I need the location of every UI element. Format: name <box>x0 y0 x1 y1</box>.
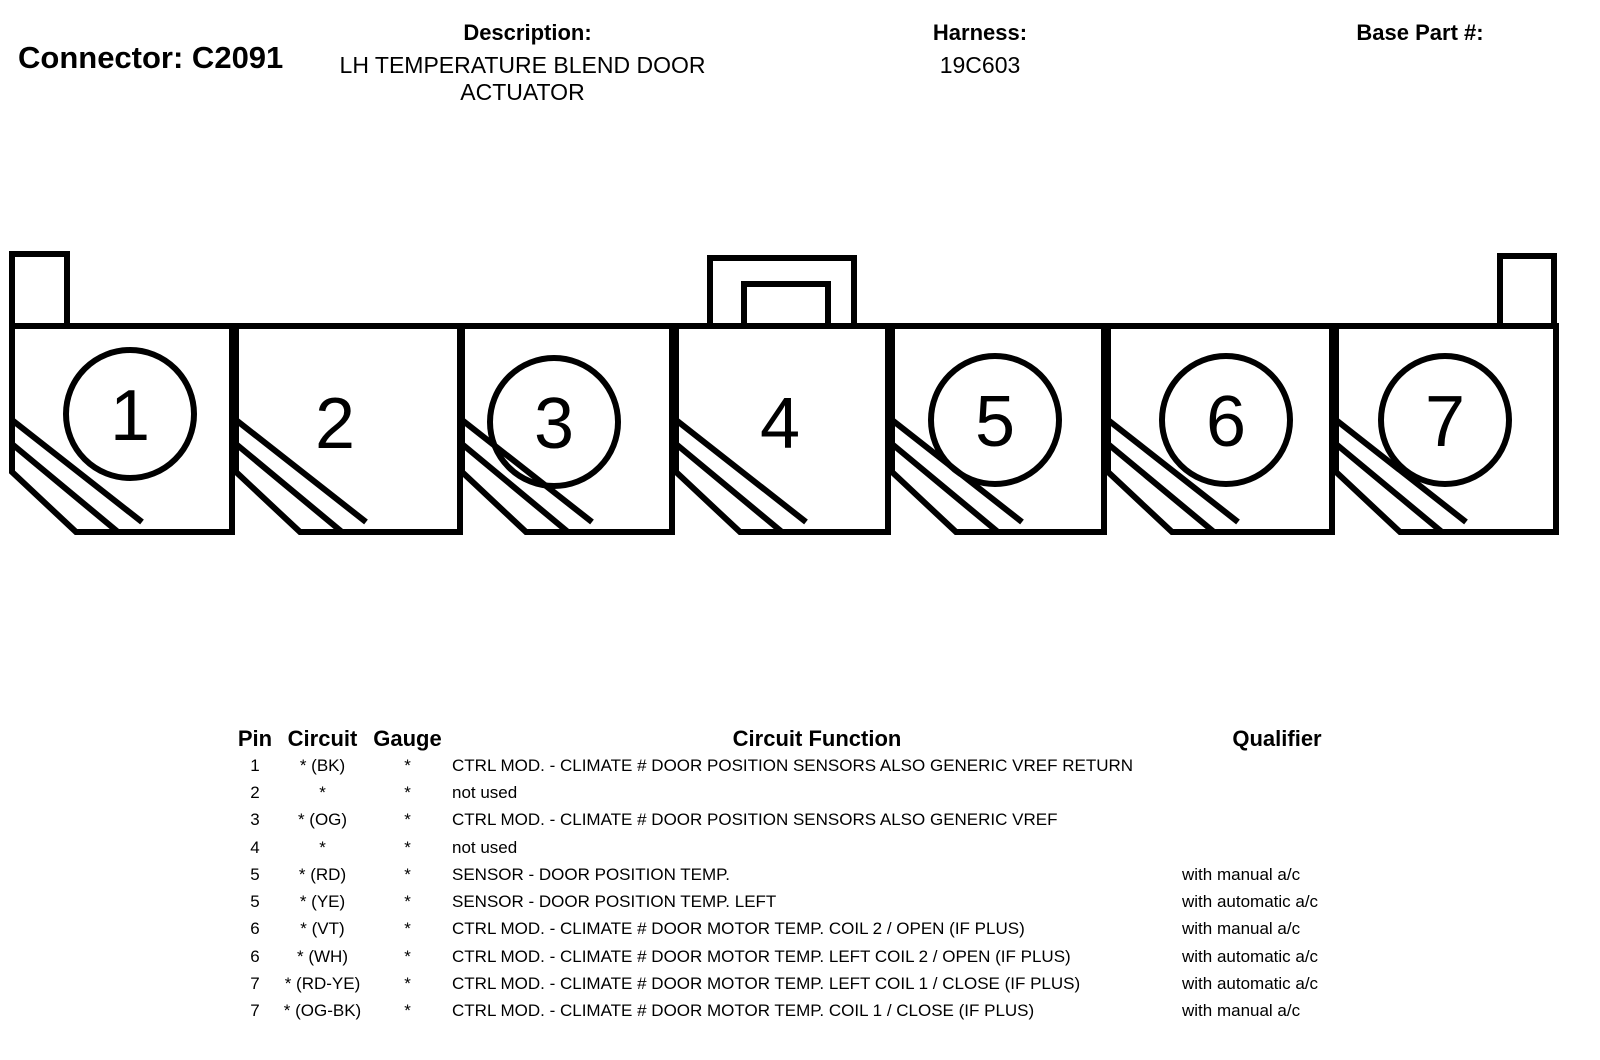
cell-function: SENSOR - DOOR POSITION TEMP. LEFT <box>452 892 777 912</box>
cell-qualifier: with automatic a/c <box>1182 946 1319 966</box>
table-row <box>230 998 1372 1025</box>
cell-pin: 3 <box>250 810 260 830</box>
cell-function: CTRL MOD. - CLIMATE # DOOR MOTOR TEMP. COIL 1 / CLOSE (IF PLUS) <box>452 1001 1035 1021</box>
cell-circuit: * (RD-YE) <box>284 974 361 994</box>
cell-pin: 7 <box>250 974 260 994</box>
table-row <box>230 834 1372 861</box>
pinout-header-row <box>230 722 1372 752</box>
harness-value: 19C603 <box>939 52 1021 78</box>
cell-gauge: * <box>404 1001 411 1021</box>
cell-pin: 7 <box>250 1001 260 1021</box>
cell-qualifier: with manual a/c <box>1182 864 1301 884</box>
pin-number-label: 5 <box>974 382 1016 462</box>
center-latch-outer <box>710 258 854 326</box>
cell-pin: 1 <box>250 755 260 775</box>
cell-function: CTRL MOD. - CLIMATE # DOOR POSITION SENSORS ALSO GENERIC VREF <box>452 810 1058 830</box>
description-label: Description: <box>463 20 592 45</box>
cell-qualifier <box>1182 834 1372 861</box>
cell-circuit: * <box>319 782 326 802</box>
cell-gauge: * <box>404 755 411 775</box>
pin-number-label: 4 <box>759 384 801 464</box>
cell-function: CTRL MOD. - CLIMATE # DOOR POSITION SENSORS ALSO GENERIC VREF RETURN <box>452 755 1134 775</box>
cavity-5 <box>892 326 1104 532</box>
pin-number-label: 7 <box>1424 382 1466 462</box>
cell-pin: 4 <box>250 837 260 857</box>
cell-function: not used <box>452 782 518 802</box>
cell-circuit: * (RD) <box>298 864 347 884</box>
cell-function: CTRL MOD. - CLIMATE # DOOR MOTOR TEMP. LEFT COIL 1 / CLOSE (IF PLUS) <box>452 974 1081 994</box>
header-circuit: Circuit <box>287 726 358 751</box>
cell-function: CTRL MOD. - CLIMATE # DOOR MOTOR TEMP. LEFT COIL 2 / OPEN (IF PLUS) <box>452 946 1071 966</box>
cell-pin: 5 <box>250 892 260 912</box>
header-qualifier: Qualifier <box>1232 726 1322 751</box>
table-row <box>230 943 1372 970</box>
cell-qualifier: with manual a/c <box>1182 919 1301 939</box>
cell-pin: 2 <box>250 782 260 802</box>
cell-qualifier: with automatic a/c <box>1182 974 1319 994</box>
cell-gauge: * <box>404 892 411 912</box>
cell-circuit: * (OG) <box>297 810 348 830</box>
table-row <box>230 807 1372 834</box>
cell-circuit: * (WH) <box>297 946 348 966</box>
cavity-6 <box>1108 326 1332 532</box>
cell-gauge: * <box>404 919 411 939</box>
header-pin: Pin <box>237 726 273 751</box>
table-row <box>230 970 1372 997</box>
right-locking-post <box>1500 256 1554 326</box>
cavity-1 <box>12 326 232 532</box>
cell-gauge: * <box>404 837 411 857</box>
cell-circuit: * (BK) <box>299 755 346 775</box>
cell-qualifier <box>1182 752 1372 779</box>
cell-circuit: * (VT) <box>300 919 345 939</box>
cell-qualifier: with automatic a/c <box>1182 892 1319 912</box>
cell-gauge: * <box>404 946 411 966</box>
cell-pin: 6 <box>250 919 260 939</box>
cell-circuit: * (OG-BK) <box>283 1001 362 1021</box>
pin-number-label: 2 <box>314 384 356 464</box>
cell-function: SENSOR - DOOR POSITION TEMP. <box>452 864 731 884</box>
header-gauge: Gauge <box>373 726 442 751</box>
cell-function: not used <box>452 837 518 857</box>
header-circuit-function: Circuit Function <box>732 726 902 751</box>
cavity-7 <box>1336 326 1556 532</box>
cavity-4 <box>676 326 888 532</box>
cell-gauge: * <box>404 810 411 830</box>
left-locking-post <box>12 254 67 326</box>
cell-gauge: * <box>404 782 411 802</box>
center-latch-inner <box>744 284 828 326</box>
cell-gauge: * <box>404 864 411 884</box>
table-row <box>230 916 1372 943</box>
table-row <box>230 861 1372 888</box>
cavity-3 <box>462 326 672 532</box>
table-row <box>230 779 1372 806</box>
cell-qualifier <box>1182 779 1372 806</box>
cell-qualifier <box>1182 807 1372 834</box>
pin-number-label: 6 <box>1205 382 1247 462</box>
pinout-table <box>230 722 1372 1025</box>
cell-circuit: * <box>319 837 326 857</box>
pin-number-label: 1 <box>109 376 151 456</box>
connector-title: Connector: C2091 <box>18 40 284 75</box>
description-line-2: ACTUATOR <box>460 79 585 105</box>
cell-circuit: * (YE) <box>299 892 346 912</box>
table-row <box>230 888 1372 915</box>
description-line-1: LH TEMPERATURE BLEND DOOR <box>339 52 706 78</box>
harness-label: Harness: <box>932 20 1028 45</box>
cell-qualifier: with manual a/c <box>1182 1001 1301 1021</box>
base-part-label: Base Part #: <box>1356 20 1484 45</box>
table-row <box>230 752 1372 779</box>
cell-function: CTRL MOD. - CLIMATE # DOOR MOTOR TEMP. COIL 2 / OPEN (IF PLUS) <box>452 919 1025 939</box>
cell-pin: 5 <box>250 864 260 884</box>
cell-gauge: * <box>404 974 411 994</box>
cell-pin: 6 <box>250 946 260 966</box>
cavity-2 <box>236 326 460 532</box>
pin-number-label: 3 <box>533 384 575 464</box>
